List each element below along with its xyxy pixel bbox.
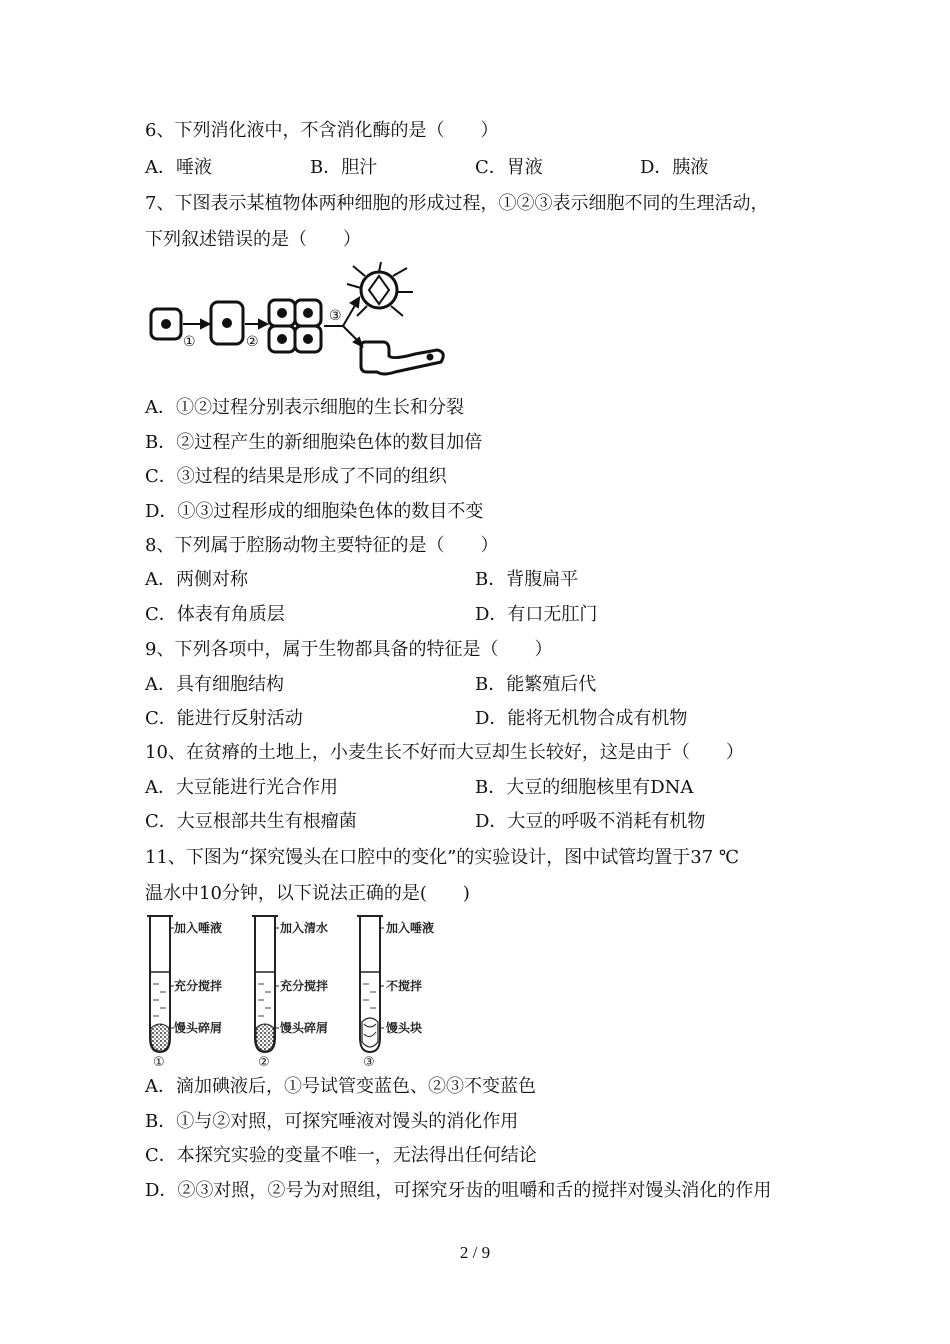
tube-3-number: ③	[363, 1055, 375, 1070]
q8-option-c: C．体表有角质层	[145, 604, 285, 625]
q11-option-d: D．②③对照，②号为对照组，可探究牙齿的咀嚼和舌的搅拌对馒头消化的作用	[145, 1180, 772, 1201]
tube-1-number: ①	[153, 1055, 165, 1070]
q6-option-b: B．胆汁	[310, 157, 378, 178]
q10-option-a: A．大豆能进行光合作用	[145, 777, 338, 798]
q9-stem: 9、下列各项中，属于生物都具备的特征是（ ）	[145, 639, 553, 660]
q6-option-a: A．唾液	[145, 157, 212, 178]
page-number: 2 / 9	[459, 1243, 491, 1262]
q6-option-d: D．胰液	[640, 157, 709, 178]
tube-3-stir-label: 不搅拌	[386, 979, 423, 993]
q6-stem: 6、下列消化液中，不含消化酶的是（ ）	[145, 120, 499, 141]
q9-option-c: C．能进行反射活动	[145, 708, 303, 729]
q7-option-a: A．①②过程分别表示细胞的生长和分裂	[145, 397, 464, 418]
q10-option-d: D．大豆的呼吸不消耗有机物	[475, 811, 706, 832]
tube-3-bread-label: 馒头块	[386, 1021, 423, 1035]
q11-option-c: C．本探究实验的变量不唯一，无法得出任何结论	[145, 1145, 537, 1166]
test-tube-experiment-diagram	[140, 912, 450, 1070]
process-label-1: ①	[183, 334, 196, 350]
tube-1-add-label: 加入唾液	[174, 921, 223, 935]
q8-stem: 8、下列属于腔肠动物主要特征的是（ ）	[145, 535, 499, 556]
tube-2-number: ②	[258, 1055, 270, 1070]
q11-option-a: A．滴加碘液后，①号试管变蓝色、②③不变蓝色	[145, 1076, 536, 1097]
tube-2-stir-label: 充分搅拌	[280, 979, 329, 993]
tube-3-add-label: 加入唾液	[386, 921, 435, 935]
q11-option-b: B．①与②对照，可探究唾液对馒头的消化作用	[145, 1111, 519, 1132]
q9-option-d: D．能将无机物合成有机物	[475, 708, 688, 729]
q9-option-b: B．能繁殖后代	[475, 674, 597, 695]
tube-2-add-label: 加入清水	[280, 921, 329, 935]
q7-option-b: B．②过程产生的新细胞染色体的数目加倍	[145, 432, 483, 453]
tube-2-bread-label: 馒头碎屑	[280, 1021, 329, 1035]
q7-stem-line2: 下列叙述错误的是（ ）	[145, 229, 361, 250]
tube-1-bread-label: 馒头碎屑	[174, 1021, 223, 1035]
test-tube-2	[252, 916, 328, 1070]
process-label-3: ③	[329, 308, 342, 324]
test-tube-3	[357, 916, 434, 1070]
tube-1-stir-label: 充分搅拌	[174, 979, 223, 993]
q8-option-b: B．背腹扁平	[475, 569, 579, 590]
q11-stem-line1: 11、下图为“探究馒头在口腔中的变化”的实验设计，图中试管均置于37 ℃	[145, 847, 740, 868]
q7-option-d: D．①③过程形成的细胞染色体的数目不变	[145, 501, 484, 522]
q11-stem-line2: 温水中10分钟，以下说法正确的是( )	[145, 883, 470, 904]
cell-formation-diagram	[145, 262, 450, 384]
q10-option-b: B．大豆的细胞核里有DNA	[475, 777, 694, 798]
q9-option-a: A．具有细胞结构	[145, 674, 284, 695]
test-tube-1	[147, 916, 222, 1070]
q8-option-a: A．两侧对称	[145, 569, 248, 590]
q10-stem: 10、在贫瘠的土地上，小麦生长不好而大豆却生长较好，这是由于（ ）	[145, 742, 744, 763]
q10-option-c: C．大豆根部共生有根瘤菌	[145, 811, 357, 832]
q7-stem-line1: 7、下图表示某植物体两种细胞的形成过程，①②③表示细胞不同的生理活动，	[145, 193, 769, 214]
q8-option-d: D．有口无肛门	[475, 604, 598, 625]
process-label-2: ②	[246, 334, 259, 350]
q7-option-c: C．③过程的结果是形成了不同的组织	[145, 466, 447, 487]
q6-option-c: C．胃液	[475, 157, 543, 178]
